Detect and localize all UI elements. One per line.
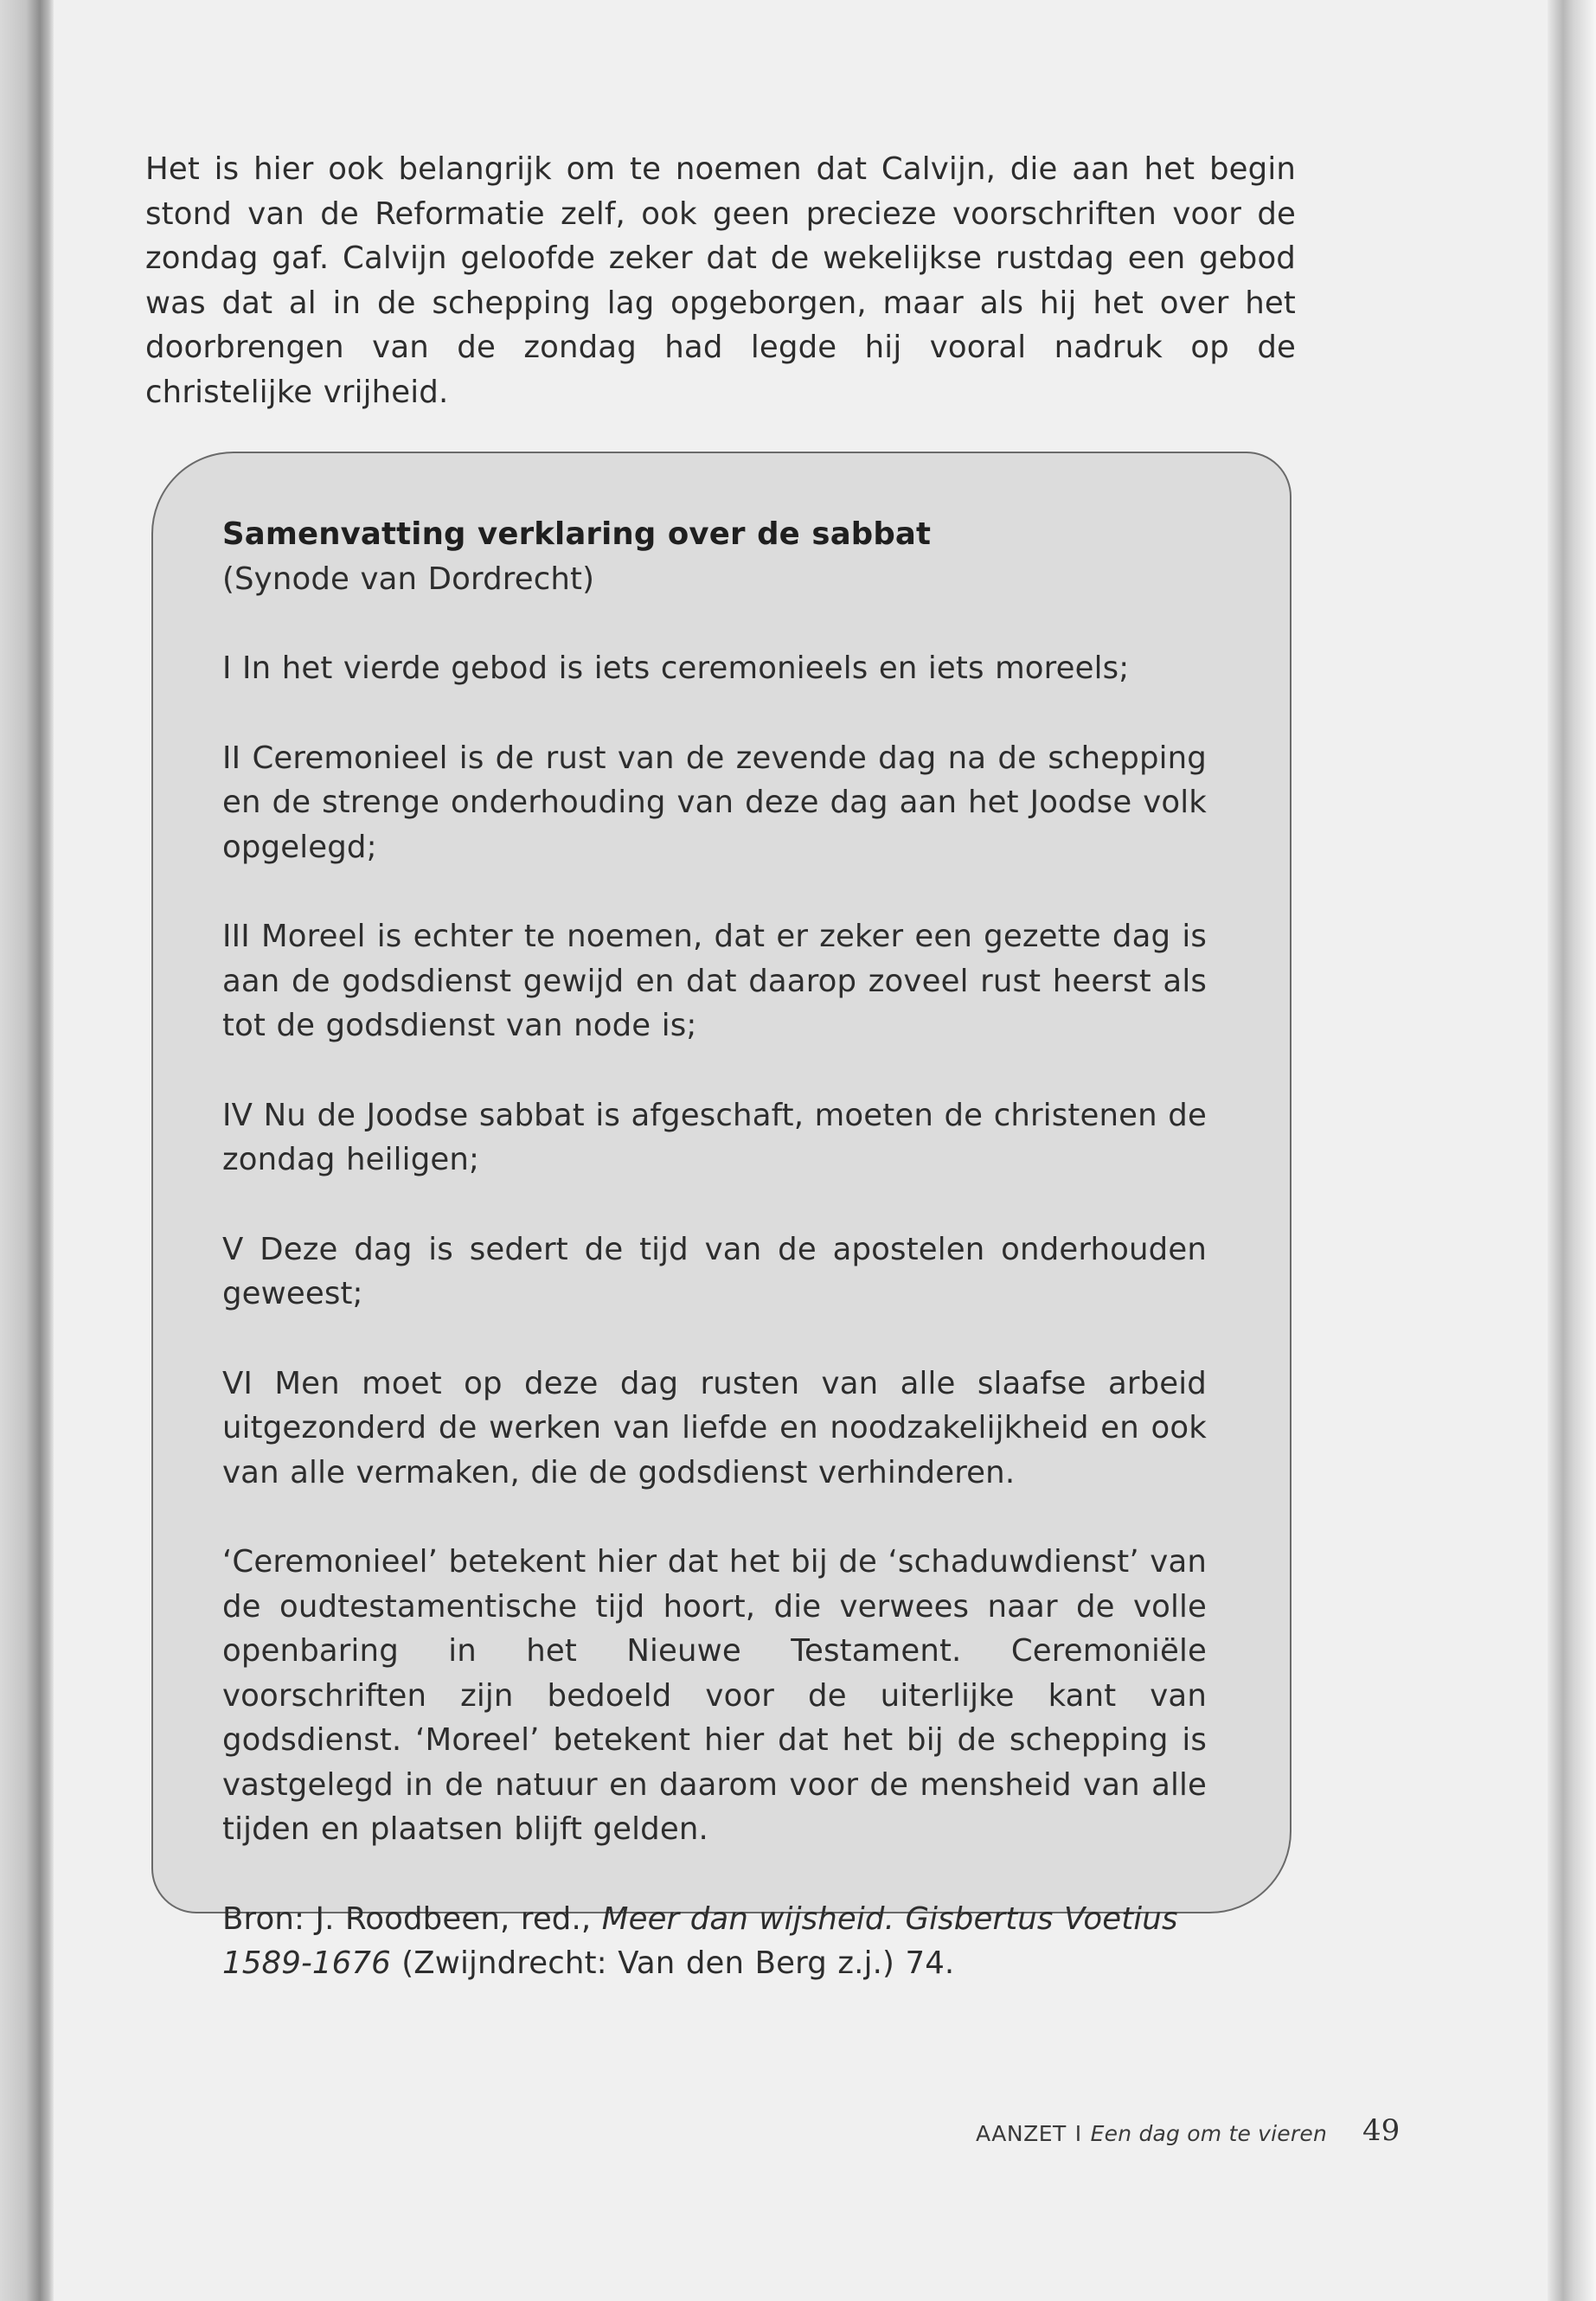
summary-box [151, 452, 1292, 1981]
intro-paragraph: Het is hier ook belangrijk om te noemen dat Calvijn, die aan het begin stond van de Reformatie zelf, ook geen precieze voorschriften voor de zondag gaf. Calvijn geloofde zeker dat de wekelijkse rustdag een gebod was dat al in de schepping lag opgeborgen, maar als hij het over het doorbrengen van de zondag had legde hij vooral nadruk op de christelijke vrijheid. [145, 151, 1296, 410]
summary-item-3: III Moreel is echter te noemen, dat er zeker een gezette dag is aan de godsdienst gewijd en dat daarop zoveel rust heerst als tot de godsdienst van node is; [222, 919, 1207, 1043]
summary-subtitle: (Synode van Dordrecht) [222, 561, 595, 597]
summary-heading [222, 512, 1207, 601]
summary-item-6: VI Men moet op deze dag rusten van alle slaafse arbeid uitgezonderd de werken van liefde en noodzakelijkheid en ook van alle vermaken, die de godsdienst verhinderen. [222, 1365, 1207, 1490]
page-number: 49 [1362, 2113, 1401, 2148]
source-prefix: Bron: J. Roodbeen, red., [222, 1900, 602, 1937]
summary-item-4: IV Nu de Joodse sabbat is afgeschaft, moeten de christenen de zondag heiligen; [222, 1097, 1207, 1177]
running-footer [976, 2121, 1327, 2146]
summary-item-2: II Ceremonieel is de rust van de zevende dag na de schepping en de strenge onderhouding van deze dag aan het Joodse volk opgelegd; [222, 740, 1207, 865]
page-edge-right [1548, 0, 1596, 2301]
footer-separator: I [1074, 2121, 1082, 2146]
summary-box-content [222, 512, 1207, 2031]
source-citation [222, 1897, 1207, 1986]
page-binding-edge-left [0, 0, 54, 2301]
footer-subtitle: Een dag om te vieren [1090, 2121, 1327, 2146]
source-suffix: (Zwijndrecht: Van den Berg z.j.) 74. [390, 1945, 955, 1981]
summary-explanation: ‘Ceremonieel’ betekent hier dat het bij de ‘schaduwdienst’ van de oudtestamentische tijd hoort, die verwees naar de volle openbaring in het Nieuwe Testament. Ceremoniële voorschriften zijn bedoeld voor de uiterlijke kant van godsdienst. ‘Moreel’ betekent hier dat het bij de schepping is vastgelegd in de natuur en daarom voor de mensheid van alle tijden en plaatsen blijft gelden. [222, 1544, 1207, 1847]
summary-title: Samenvatting verklaring over de sabbat [222, 516, 932, 552]
footer-series: AANZET [976, 2121, 1067, 2146]
summary-item-5: V Deze dag is sedert de tijd van de apostelen onderhouden geweest; [222, 1231, 1207, 1311]
summary-item-1: I In het vierde gebod is iets ceremonieels en iets moreels; [222, 651, 1130, 686]
source-title: Meer dan wijsheid. Gisbertus Voetius 1589-1676 [222, 1900, 1178, 1981]
